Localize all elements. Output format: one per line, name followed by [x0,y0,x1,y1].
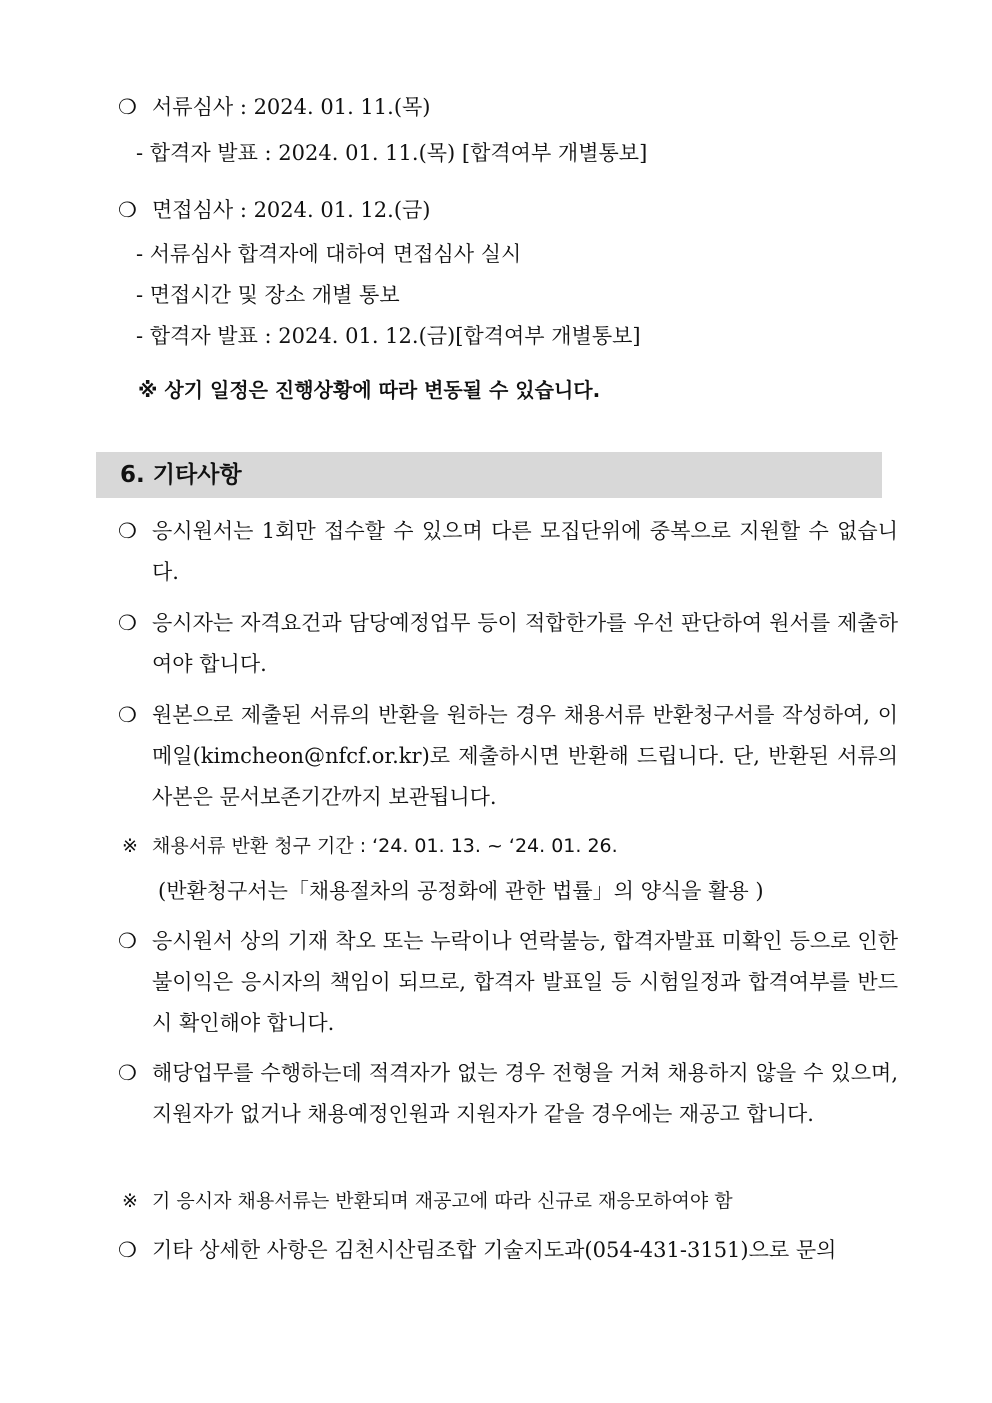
interview-detail-3: - 합격자 발표 : 2024. 01. 12.(금)[합격여부 개별통보] [136,324,641,348]
circle-bullet-icon: ❍ [118,519,137,543]
reference-mark-icon: ※ [122,1190,138,1212]
reference-mark-icon: ※ [122,835,138,857]
document-review-text: 서류심사 : 2024. 01. 11.(목) [152,95,431,119]
circle-bullet-icon: ❍ [118,929,137,953]
interview-heading [118,196,431,224]
circle-bullet-icon: ❍ [118,1061,137,1085]
document-review-heading [118,93,431,121]
document-review-result: - 합격자 발표 : 2024. 01. 11.(목) [합격여부 개별통보] [136,141,648,165]
interview-detail-2: - 면접시간 및 장소 개별 통보 [136,283,400,307]
list-item-text: 응시원서 상의 기재 착오 또는 누락이나 연락불능, 합격자발표 미확인 등으로 인한 불이익은 응시자의 책임이 되므로, 합격자 발표일 등 시험일정과 합격여부를 반드시 확인해야 합니다. [152,929,898,1035]
list-item [118,603,898,685]
list-item-text: 기타 상세한 사항은 김천시산림조합 기술지도과(054-431-3151)으로 문의 [152,1238,837,1262]
circle-bullet-icon: ❍ [118,1238,137,1262]
list-item [118,695,898,818]
circle-bullet-icon: ❍ [118,611,137,635]
schedule-change-note: ※ 상기 일정은 진행상황에 따라 변동될 수 있습니다. [138,378,601,402]
list-item-text: 원본으로 제출된 서류의 반환을 원하는 경우 채용서류 반환청구서를 작성하여, 이메일(kimcheon@nfcf.or.kr)로 제출하시면 반환해 드립니다. 단, 반환된 서류의 사본은 문서보존기간까지 보관됩니다. [152,703,898,809]
return-form-note: (반환청구서는「채용절차의 공정화에 관한 법률」의 양식을 활용 ) [158,879,764,903]
circle-bullet-icon: ❍ [118,95,137,119]
section-header [96,452,882,498]
return-period-note [122,832,618,860]
list-item-text: 응시자는 자격요건과 담당예정업무 등이 적합한가를 우선 판단하여 원서를 제출하여야 합니다. [152,611,898,676]
list-item [118,1053,898,1135]
section-title: 6. 기타사항 [120,462,242,488]
circle-bullet-icon: ❍ [118,198,137,222]
list-item [118,511,898,593]
interview-text: 면접심사 : 2024. 01. 12.(금) [152,198,431,222]
list-item [118,921,898,1044]
list-item [118,1230,898,1271]
list-item-text: 해당업무를 수행하는데 적격자가 없는 경우 전형을 거쳐 채용하지 않을 수 있으며, 지원자가 없거나 채용예정인원과 지원자가 같을 경우에는 재공고 합니다. [152,1061,898,1126]
list-item-text: 응시원서는 1회만 접수할 수 있으며 다른 모집단위에 중복으로 지원할 수 없습니다. [152,519,898,584]
interview-detail-1: - 서류심사 합격자에 대하여 면접심사 실시 [136,242,522,266]
circle-bullet-icon: ❍ [118,703,137,727]
reapply-note [122,1187,733,1215]
return-period-text: 채용서류 반환 청구 기간 : ‘24. 01. 13. ~ ‘24. 01. 26. [152,835,618,857]
reapply-note-text: 기 응시자 채용서류는 반환되며 재공고에 따라 신규로 재응모하여야 함 [152,1190,733,1212]
